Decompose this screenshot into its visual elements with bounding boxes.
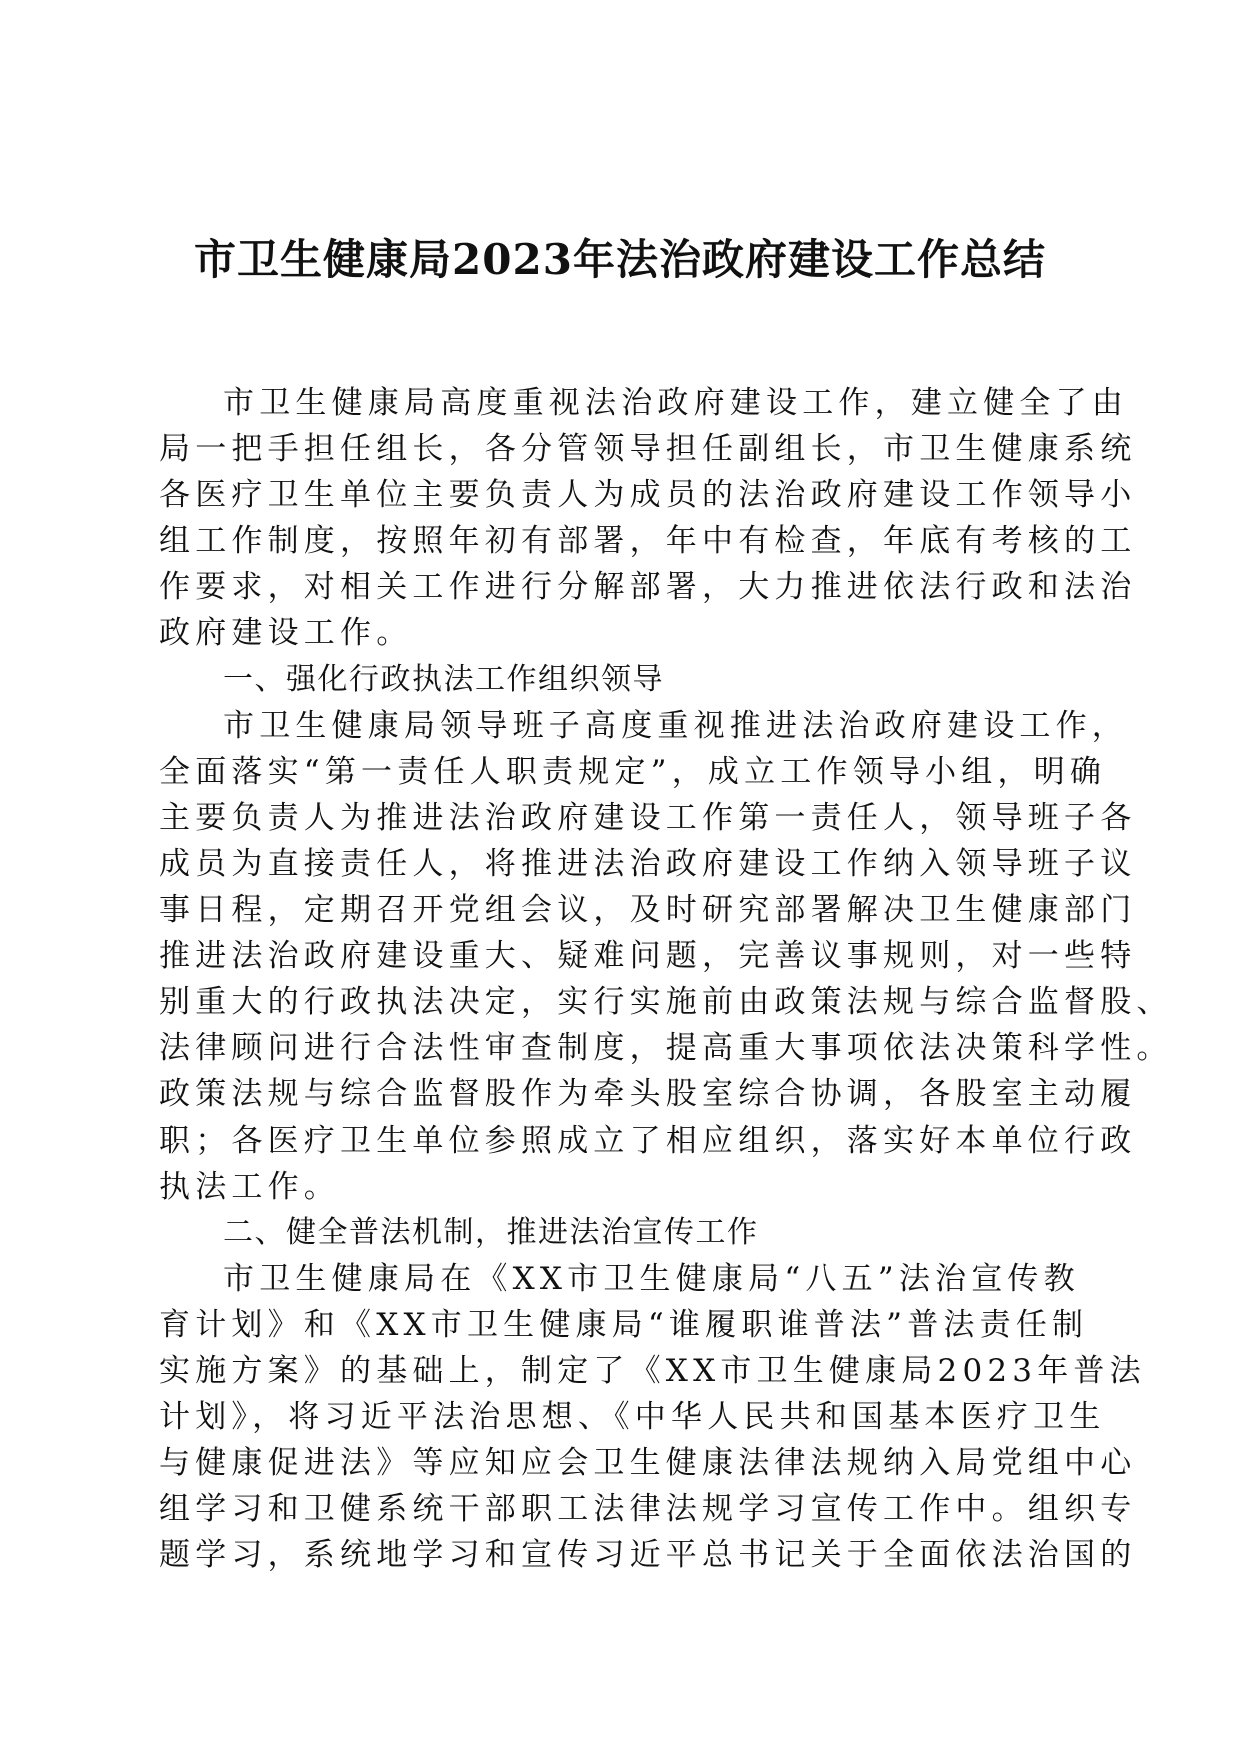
document-body (159, 380, 1173, 1578)
paragraph-line: 职；各医疗卫生单位参照成立了相应组织，落实好本单位行政 (159, 1122, 1137, 1159)
document-title: 市卫生健康局2023年法治政府建设工作总结 (194, 235, 1046, 284)
paragraph-line: 执法工作。 (159, 1168, 340, 1205)
paragraph-line: 主要负责人为推进法治政府建设工作第一责任人，领导班子各 (159, 799, 1137, 836)
paragraph-line: 市卫生健康局高度重视法治政府建设工作，建立健全了由 (223, 385, 1128, 421)
paragraph-line: 成员为直接责任人，将推进法治政府建设工作纳入领导班子议 (159, 845, 1137, 882)
section-heading: 二、健全普法机制，推进法治宣传工作 (223, 1214, 759, 1250)
paragraph-line: 全面落实“第一责任人职责规定”，成立工作领导小组，明确 (159, 753, 1107, 790)
paragraph-line: 各医疗卫生单位主要负责人为成员的法治政府建设工作领导小 (159, 477, 1137, 514)
paragraph-line: 实施方案》的基础上，制定了《XX市卫生健康局2023年普法 (159, 1352, 1146, 1389)
paragraph-line: 政府建设工作。 (159, 615, 413, 652)
paragraph-line: 市卫生健康局在《XX市卫生健康局“八五”法治宣传教 (223, 1260, 1080, 1297)
section-heading: 一、强化行政执法工作组织领导 (223, 661, 664, 697)
paragraph-line: 作要求，对相关工作进行分解部署，大力推进依法行政和法治 (159, 569, 1137, 606)
paragraph-line: 组学习和卫健系统干部职工法律法规学习宣传工作中。组织专 (159, 1491, 1137, 1528)
paragraph-line: 事日程，定期召开党组会议，及时研究部署解决卫生健康部门 (159, 892, 1137, 929)
paragraph-line: 与健康促进法》等应知应会卫生健康法律法规纳入局党组中心 (159, 1445, 1137, 1482)
paragraph-line: 计划》，将习近平法治思想、《中华人民共和国基本医疗卫生 (159, 1399, 1106, 1436)
paragraph-line: 育计划》和《XX市卫生健康局“谁履职谁普法”普法责任制 (159, 1306, 1089, 1343)
paragraph-line: 别重大的行政执法决定，实行实施前由政策法规与综合监督股、 (159, 984, 1173, 1021)
paragraph-line: 题学习，系统地学习和宣传习近平总书记关于全面依法治国的 (159, 1537, 1137, 1574)
paragraph-line: 组工作制度，按照年初有部署，年中有检查，年底有考核的工 (159, 523, 1137, 560)
paragraph-line: 政策法规与综合监督股作为牵头股室综合协调，各股室主动履 (159, 1076, 1137, 1113)
paragraph-line: 法律顾问进行合法性审查制度，提高重大事项依法决策科学性。 (159, 1030, 1173, 1067)
paragraph-line: 局一把手担任组长，各分管领导担任副组长，市卫生健康系统 (159, 431, 1137, 468)
paragraph-line: 推进法治政府建设重大、疑难问题，完善议事规则，对一些特 (159, 938, 1137, 975)
paragraph-line: 市卫生健康局领导班子高度重视推进法治政府建设工作， (223, 707, 1128, 744)
